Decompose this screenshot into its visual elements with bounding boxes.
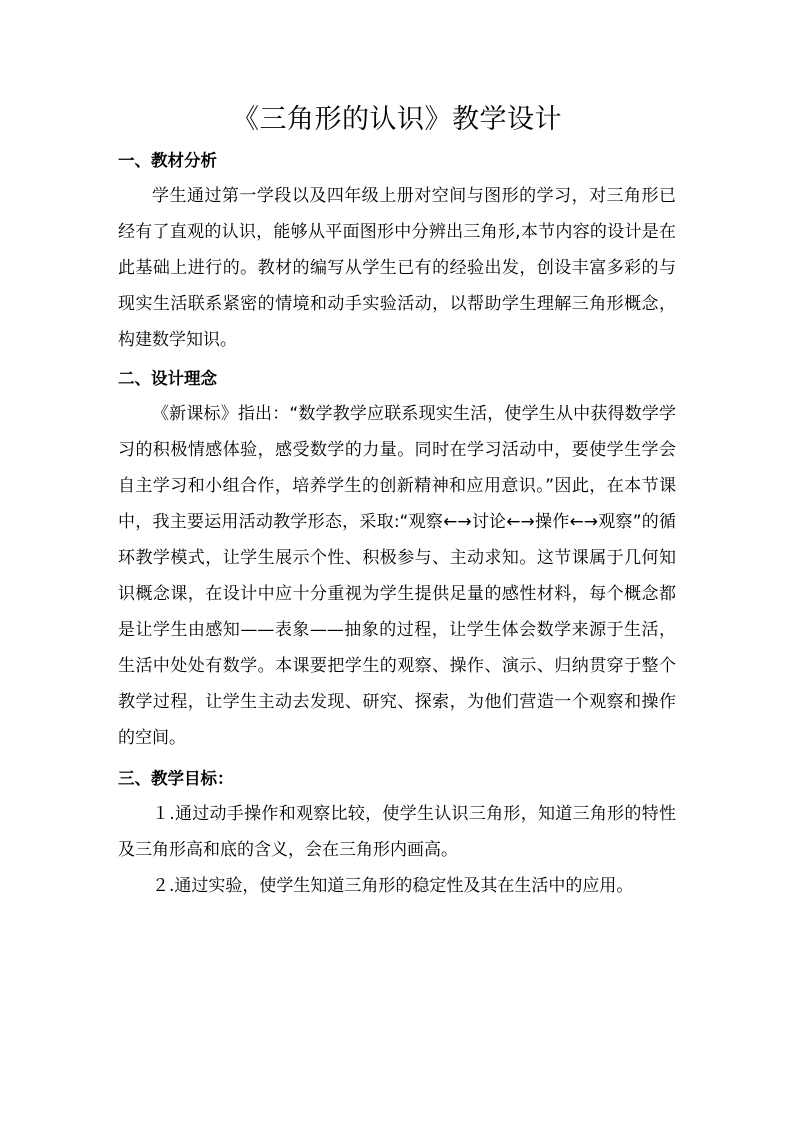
paragraph: 《新课标》指出：“数学教学应联系现实生活，使学生从中获得数学学习的积极情感体验，感受数学的力量。同时在学习活动中，要使学生学会自主学习和小组合作，培养学生的创新精神和应用意识。”因此，在本节课中，我主要运用活动教学形态，采取:“观察←→讨论←→操作←→观察”的循环教学模式，让学生展示个性、积极参与、主动求知。这节课属于几何知识概念课，在设计中应十分重视为学生提供足量的感性材料，每个概念都是让学生由感知——表象——抽象的过程，让学生体会数学来源于生活，生活中处处有数学。本课要把学生的观察、操作、演示、归纳贯穿于整个教学过程，让学生主动去发现、研究、探索，为他们营造一个观察和操作的空间。 (118, 404, 676, 748)
section-design-concept (118, 362, 676, 756)
paragraph: 学生通过第一学段以及四年级上册对空间与图形的学习，对三角形已经有了直观的认识，能够从平面图形中分辨出三角形,本节内容的设计是在此基础上进行的。教材的编写从学生已有的经验出发，创设丰富多彩的与现实生活联系紧密的情境和动手实验活动，以帮助学生理解三角形概念，构建数学知识。 (118, 186, 676, 350)
section-textbook-analysis (118, 144, 676, 358)
paragraph: １.通过动手操作和观察比较，使学生认识三角形，知道三角形的特性及三角形高和底的含义，会在三角形内画高。 (118, 804, 676, 860)
section-heading: 一、教材分析 (118, 151, 217, 170)
section-heading: 二、设计理念 (118, 369, 217, 388)
paragraph: ２.通过实验，使学生知道三角形的稳定性及其在生活中的应用。 (152, 876, 634, 896)
section-teaching-goals (118, 762, 676, 904)
document-title: 《三角形的认识》教学设计 (232, 104, 562, 135)
section-heading: 三、教学目标： (118, 769, 234, 788)
